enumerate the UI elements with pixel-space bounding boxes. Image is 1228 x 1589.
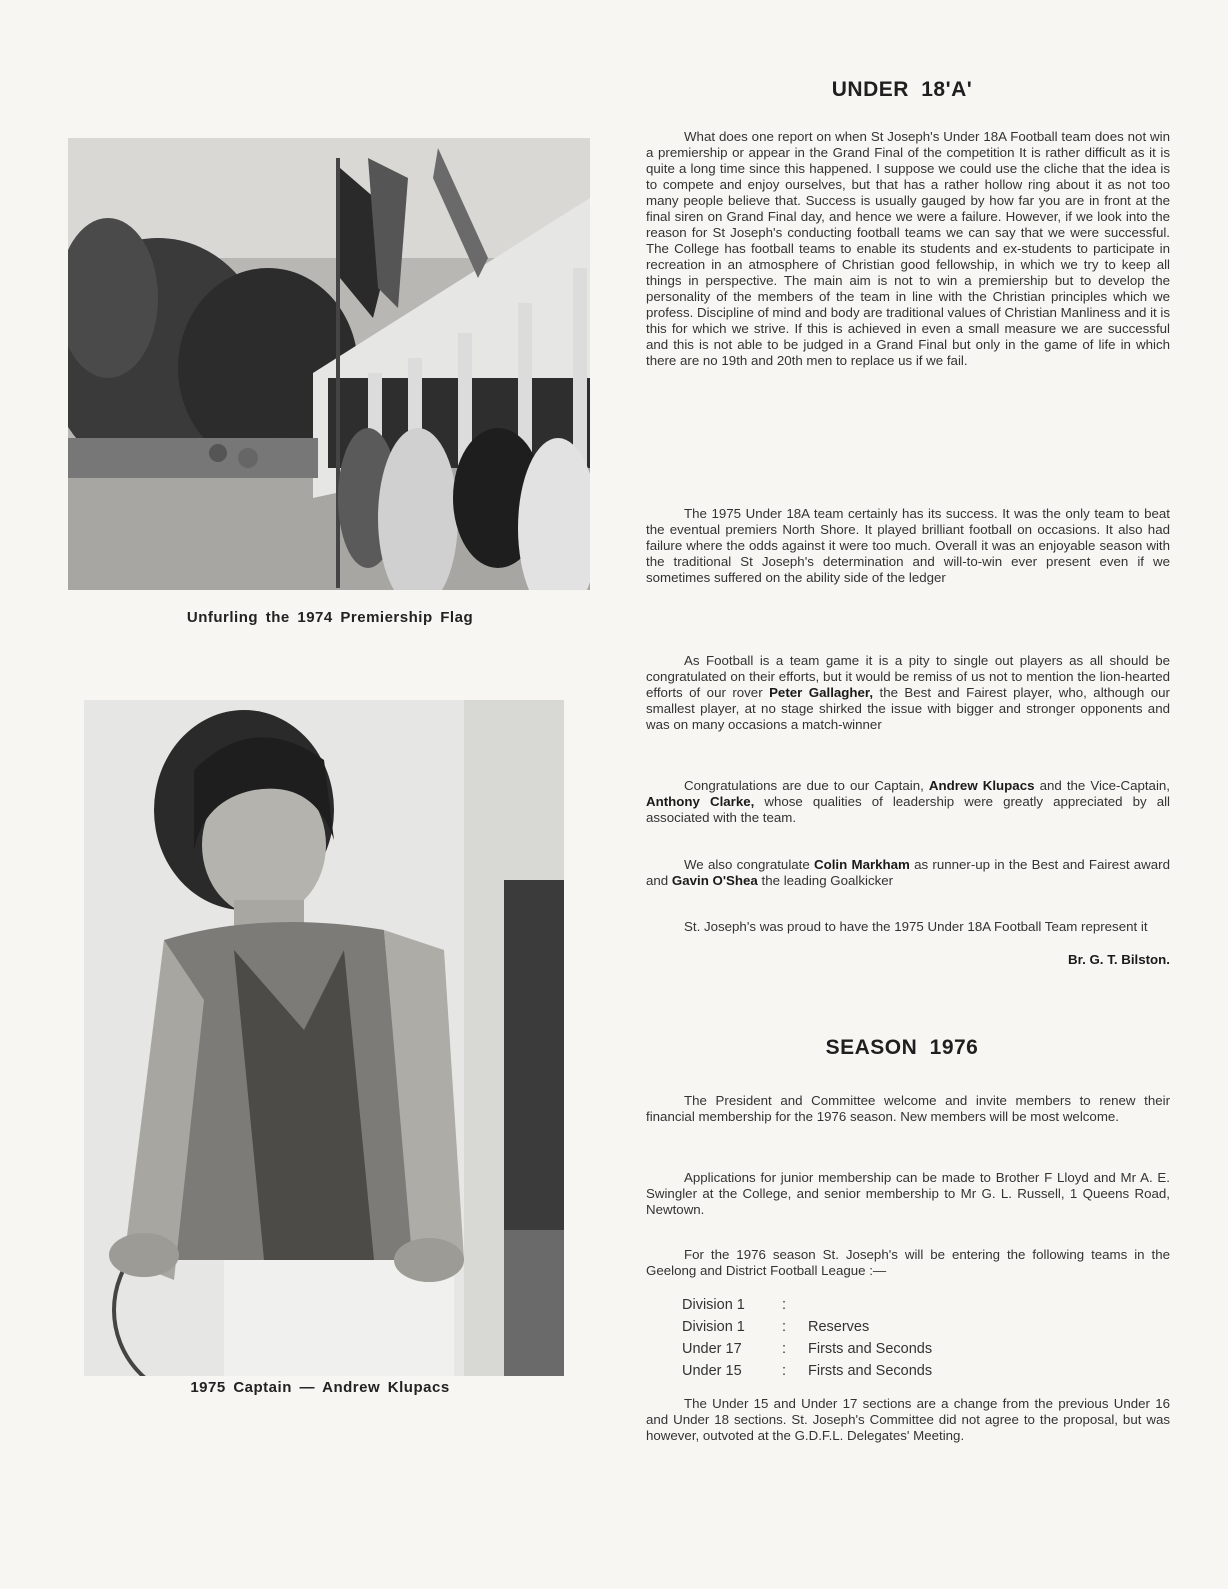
captain-portrait-photo: [84, 700, 564, 1376]
bold-name: Gavin O'Shea: [671, 873, 758, 888]
season-paragraph-2: [646, 1170, 1170, 1218]
under-18a-paragraph-2: [646, 506, 1170, 586]
team-division: Under 15: [682, 1363, 742, 1379]
season-paragraph-3: [646, 1247, 1170, 1279]
bold-name: Andrew Klupacs: [928, 778, 1035, 793]
text-run: whose qualities of leadership were greatly appreciated by all associated with the team.: [646, 794, 1171, 825]
team-separator: :: [782, 1297, 787, 1313]
team-grade: Firsts and Seconds: [808, 1363, 933, 1379]
captain-portrait-caption: 1975 Captain — Andrew Klupacs: [190, 1379, 450, 1396]
premiership-flag-photo: [68, 138, 590, 590]
teams-list: [682, 1297, 932, 1385]
team-row: [682, 1363, 932, 1385]
text-run: The Under 15 and Under 17 sections are a change from the previous Under 16 and Under 18 sections. St. Joseph's Committee did not agree to the proposal, but was however, outvoted at the G.D.F.L. Delegates' Meeting.: [646, 1396, 1170, 1443]
season-closing-paragraph: [646, 1396, 1170, 1444]
team-division: Under 17: [682, 1341, 742, 1357]
team-grade: [808, 1297, 932, 1319]
text-run: the leading Goalkicker: [757, 873, 894, 888]
text-run: the Best and Fairest player, who, although our smallest player, at no stage shirked the issue with bigger and stronger opponents and was on many occasions a match-winner: [646, 685, 1170, 732]
under-18a-paragraph-3: [646, 653, 1170, 733]
text-run: Applications for junior membership can be made to Brother F Lloyd and Mr A. E. Swingler at the College, and senior membership to Mr G. L. Russell, 1 Queens Road, Newtown.: [646, 1170, 1170, 1217]
text-run: We also congratulate: [684, 857, 815, 872]
bold-name: Peter Gallagher,: [769, 685, 874, 700]
text-run: and the Vice-Captain,: [1034, 778, 1170, 793]
premiership-flag-caption: Unfurling the 1974 Premiership Flag: [186, 609, 474, 626]
under-18a-paragraph-4: [646, 778, 1170, 826]
text-run: For the 1976 season St. Joseph's will be entering the following teams in the Geelong and District Football League :—: [646, 1247, 1170, 1278]
text-run: Congratulations are due to our Captain,: [684, 778, 929, 793]
team-row: [682, 1341, 932, 1363]
season-1976-heading: SEASON 1976: [825, 1036, 979, 1059]
text-run: As Football is a team game it is a pity to single out players as all should be congratulated on their efforts, but it would be remiss of us not to mention the lion-hearted efforts of our rover: [646, 653, 1170, 700]
under-18a-heading: UNDER 18'A': [831, 78, 973, 101]
season-paragraph-1: [646, 1093, 1170, 1125]
team-row: [682, 1319, 932, 1341]
text-run: as runner-up in the Best and Fairest award and: [646, 857, 1171, 888]
team-division: Division 1: [682, 1319, 745, 1335]
team-row: [682, 1297, 932, 1319]
team-division: Division 1: [682, 1297, 745, 1313]
text-run: What does one report on when St Joseph's Under 18A Football team does not win a premiership or appear in the Grand Final of the competition It is rather difficult as it is quite a long time since this happened. I suppose we could use the cliche that the idea is to compete and enjoy ourselves, but that has a rather hollow ring about it as not too many people believe that. Success is usually gauged by how far you are in front at the final siren on Grand Final day, and hence we were a failure. However, if we look into the reason for St Joseph's conducting football teams we can say that we were successful. The College has football teams to enable its students and ex-students to participate in recreation in an atmosphere of Christian good fellowship, in which we try to keep all things in perspective. The main aim is not to win a premiership but to develop the personality of the members of the team in line with the Christian principles which we profess. Discipline of mind and body are traditional values of Christian Manliness and it is this for which we strive. If this is achieved in even a small measure we are successful and this is not able to be judged in a Grand Final but only in the game of life in which there are no 19th and 20th men to replace us if we fail.: [646, 129, 1171, 368]
under-18a-paragraph-5: [646, 857, 1170, 889]
team-grade: Reserves: [808, 1319, 870, 1335]
team-separator: :: [782, 1319, 787, 1335]
team-separator: :: [782, 1363, 787, 1379]
author-signature: Br. G. T. Bilston.: [1068, 952, 1170, 967]
under-18a-paragraph-6: [646, 919, 1170, 935]
text-run: The 1975 Under 18A team certainly has its success. It was the only team to beat the eventual premiers North Shore. It played brilliant football on occasions. It also had failure where the odds against it were too much. Overall it was an enjoyable season with the traditional St Joseph's determination and will-to-win ever present even if we sometimes suffered on the ability side of the ledger: [646, 506, 1170, 585]
text-run: St. Joseph's was proud to have the 1975 Under 18A Football Team represent it: [684, 919, 1148, 934]
bold-name: Anthony Clarke,: [646, 794, 755, 809]
team-grade: Firsts and Seconds: [808, 1341, 933, 1357]
under-18a-paragraph-1: [646, 129, 1170, 369]
bold-name: Colin Markham: [814, 857, 910, 872]
team-separator: :: [782, 1341, 787, 1357]
text-run: The President and Committee welcome and invite members to renew their financial membership for the 1976 season. New members will be most welcome.: [646, 1093, 1170, 1124]
